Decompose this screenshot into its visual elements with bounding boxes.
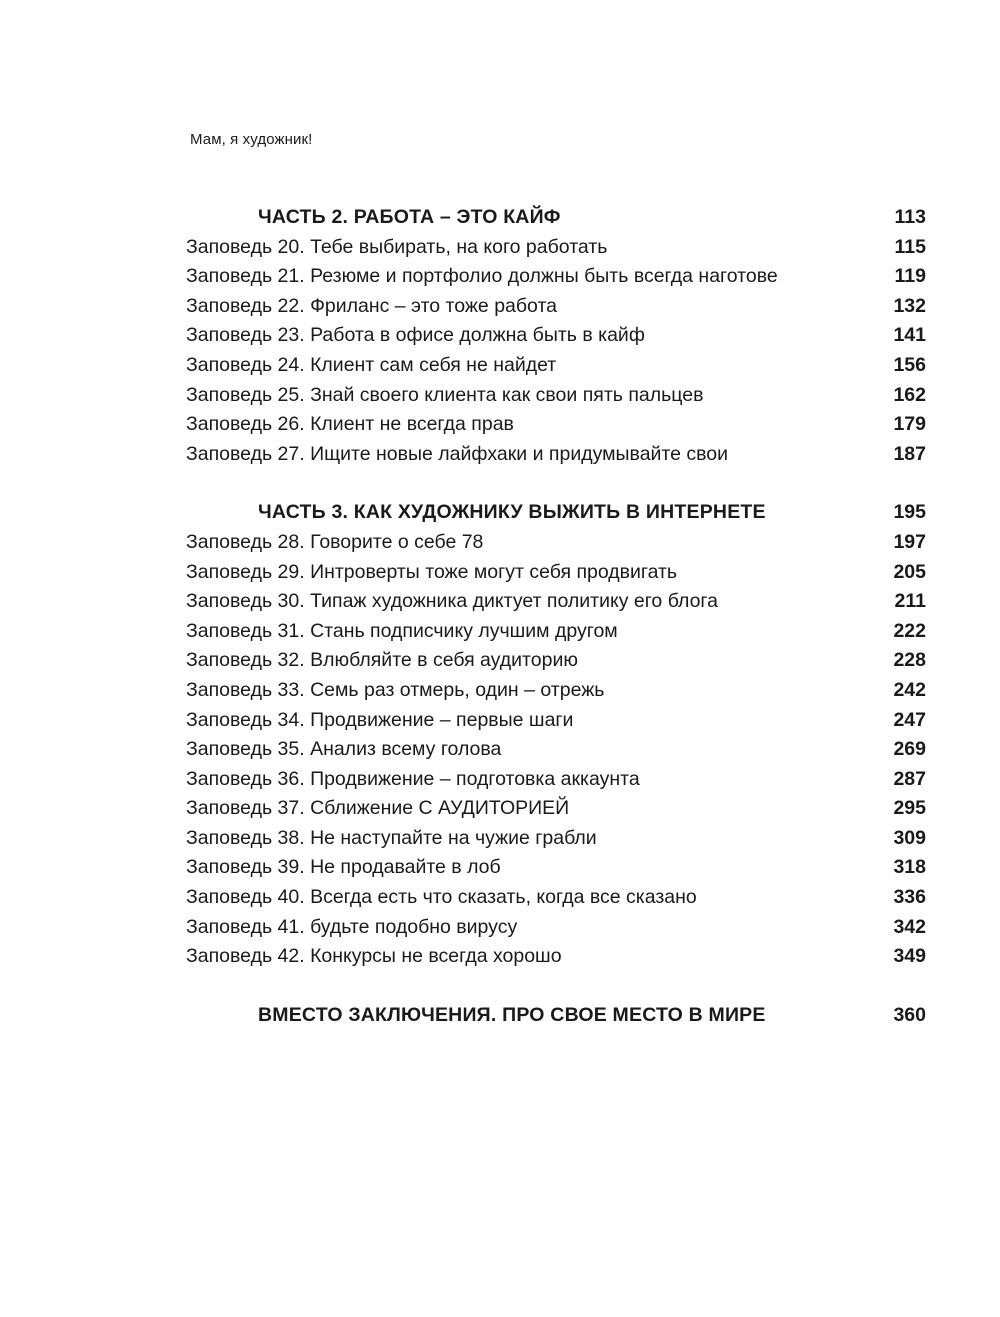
toc-entry[interactable] [186, 735, 926, 765]
page-number: 247 [893, 708, 926, 731]
entry-title: Заповедь 41. будьте подобно вирусу [186, 915, 518, 938]
entry-title: Заповедь 38. Не наступайте на чужие грабли [186, 826, 597, 849]
toc-entry[interactable] [186, 587, 926, 617]
page-number: 113 [894, 206, 926, 228]
toc-entry[interactable] [186, 824, 926, 854]
toc-section [186, 1001, 926, 1031]
toc-entry[interactable] [186, 381, 926, 411]
entry-title: Заповедь 23. Работа в офисе должна быть в кайф [186, 324, 645, 347]
page-number: 195 [893, 501, 926, 524]
entry-title: Заповедь 21. Резюме и портфолио должны быть всегда наготове [186, 265, 778, 288]
entry-title: Заповедь 30. Типаж художника диктует политику его блога [186, 590, 718, 613]
entry-title: Заповедь 34. Продвижение – первые шаги [186, 708, 574, 731]
entry-title: Заповедь 24. Клиент сам себя не найдет [186, 353, 557, 376]
entry-title: Заповедь 37. Сближение С АУДИТОРИЕЙ [186, 797, 570, 820]
page-number: 211 [894, 590, 926, 613]
toc-entry[interactable] [186, 853, 926, 883]
toc-entry[interactable] [186, 558, 926, 588]
toc-entry[interactable] [186, 233, 926, 263]
toc-entry[interactable] [186, 794, 926, 824]
page-number: 222 [893, 619, 926, 642]
page-number: 342 [893, 915, 926, 938]
page-number: 360 [893, 1003, 926, 1026]
toc-section [186, 203, 926, 469]
entry-title: Заповедь 35. Анализ всему голова [186, 738, 502, 761]
entry-title: Заповедь 20. Тебе выбирать, на кого работать [186, 235, 608, 258]
toc-section [186, 498, 926, 972]
toc-entry[interactable] [186, 321, 926, 351]
toc-entry[interactable] [186, 528, 926, 558]
toc-entry[interactable] [186, 410, 926, 440]
toc-entry[interactable] [186, 942, 926, 972]
entry-title: Заповедь 36. Продвижение – подготовка аккаунта [186, 767, 640, 790]
page-number: 295 [893, 797, 926, 820]
toc-entry[interactable] [186, 676, 926, 706]
entry-title: Заповедь 32. Влюбляйте в себя аудиторию [186, 649, 578, 672]
page-number: 318 [893, 856, 926, 879]
toc-entry[interactable] [186, 706, 926, 736]
toc-entry[interactable] [186, 262, 926, 292]
toc-entry[interactable] [186, 646, 926, 676]
toc-entry[interactable] [186, 351, 926, 381]
toc-entry[interactable] [186, 913, 926, 943]
entry-title: Заповедь 33. Семь раз отмерь, один – отрежь [186, 678, 605, 701]
page-number: 156 [893, 353, 926, 376]
page-number: 132 [893, 294, 926, 317]
toc-entry[interactable] [186, 617, 926, 647]
page-number: 228 [893, 649, 926, 672]
entry-title: Заповедь 39. Не продавайте в лоб [186, 856, 501, 879]
toc-part-heading[interactable] [186, 1001, 926, 1031]
page-number: 119 [894, 265, 926, 288]
entry-title: Заповедь 22. Фриланс – это тоже работа [186, 294, 558, 317]
page-number: 141 [893, 324, 926, 347]
page-number: 242 [893, 678, 926, 701]
toc-entry[interactable] [186, 765, 926, 795]
entry-title: Заповедь 26. Клиент не всегда прав [186, 413, 514, 436]
entry-title: Заповедь 28. Говорите о себе 78 [186, 530, 484, 553]
toc-entry[interactable] [186, 440, 926, 470]
running-head: Мам, я художник! [190, 131, 313, 148]
entry-title: Заповедь 42. Конкурсы не всегда хорошо [186, 945, 562, 968]
entry-title: Заповедь 25. Знай своего клиента как свои пять пальцев [186, 383, 704, 406]
entry-title: Заповедь 27. Ищите новые лайфхаки и придумывайте свои [186, 442, 729, 465]
toc-entry[interactable] [186, 883, 926, 913]
part-title: ЧАСТЬ 2. РАБОТА – ЭТО КАЙФ [258, 206, 561, 228]
entry-title: Заповедь 40. Всегда есть что сказать, когда все сказано [186, 886, 697, 909]
toc-part-heading[interactable] [186, 203, 926, 233]
page-number: 179 [893, 413, 926, 436]
part-title: ЧАСТЬ 3. КАК ХУДОЖНИКУ ВЫЖИТЬ В ИНТЕРНЕТЕ [258, 501, 766, 524]
page-number: 162 [893, 383, 926, 406]
page-number: 197 [893, 530, 926, 553]
page-number: 115 [894, 235, 926, 258]
toc-part-heading[interactable] [186, 498, 926, 528]
page-number: 349 [893, 945, 926, 968]
page-number: 287 [893, 767, 926, 790]
page-number: 309 [893, 826, 926, 849]
page-number: 205 [893, 560, 926, 583]
entry-title: Заповедь 31. Стань подписчику лучшим другом [186, 619, 618, 642]
entry-title: Заповедь 29. Интроверты тоже могут себя продвигать [186, 560, 678, 583]
part-title: ВМЕСТО ЗАКЛЮЧЕНИЯ. ПРО СВОЕ МЕСТО В МИРЕ [258, 1003, 766, 1026]
table-of-contents [186, 203, 926, 1059]
page-number: 269 [893, 738, 926, 761]
page-number: 336 [893, 886, 926, 909]
page-number: 187 [893, 442, 926, 465]
toc-entry[interactable] [186, 292, 926, 322]
